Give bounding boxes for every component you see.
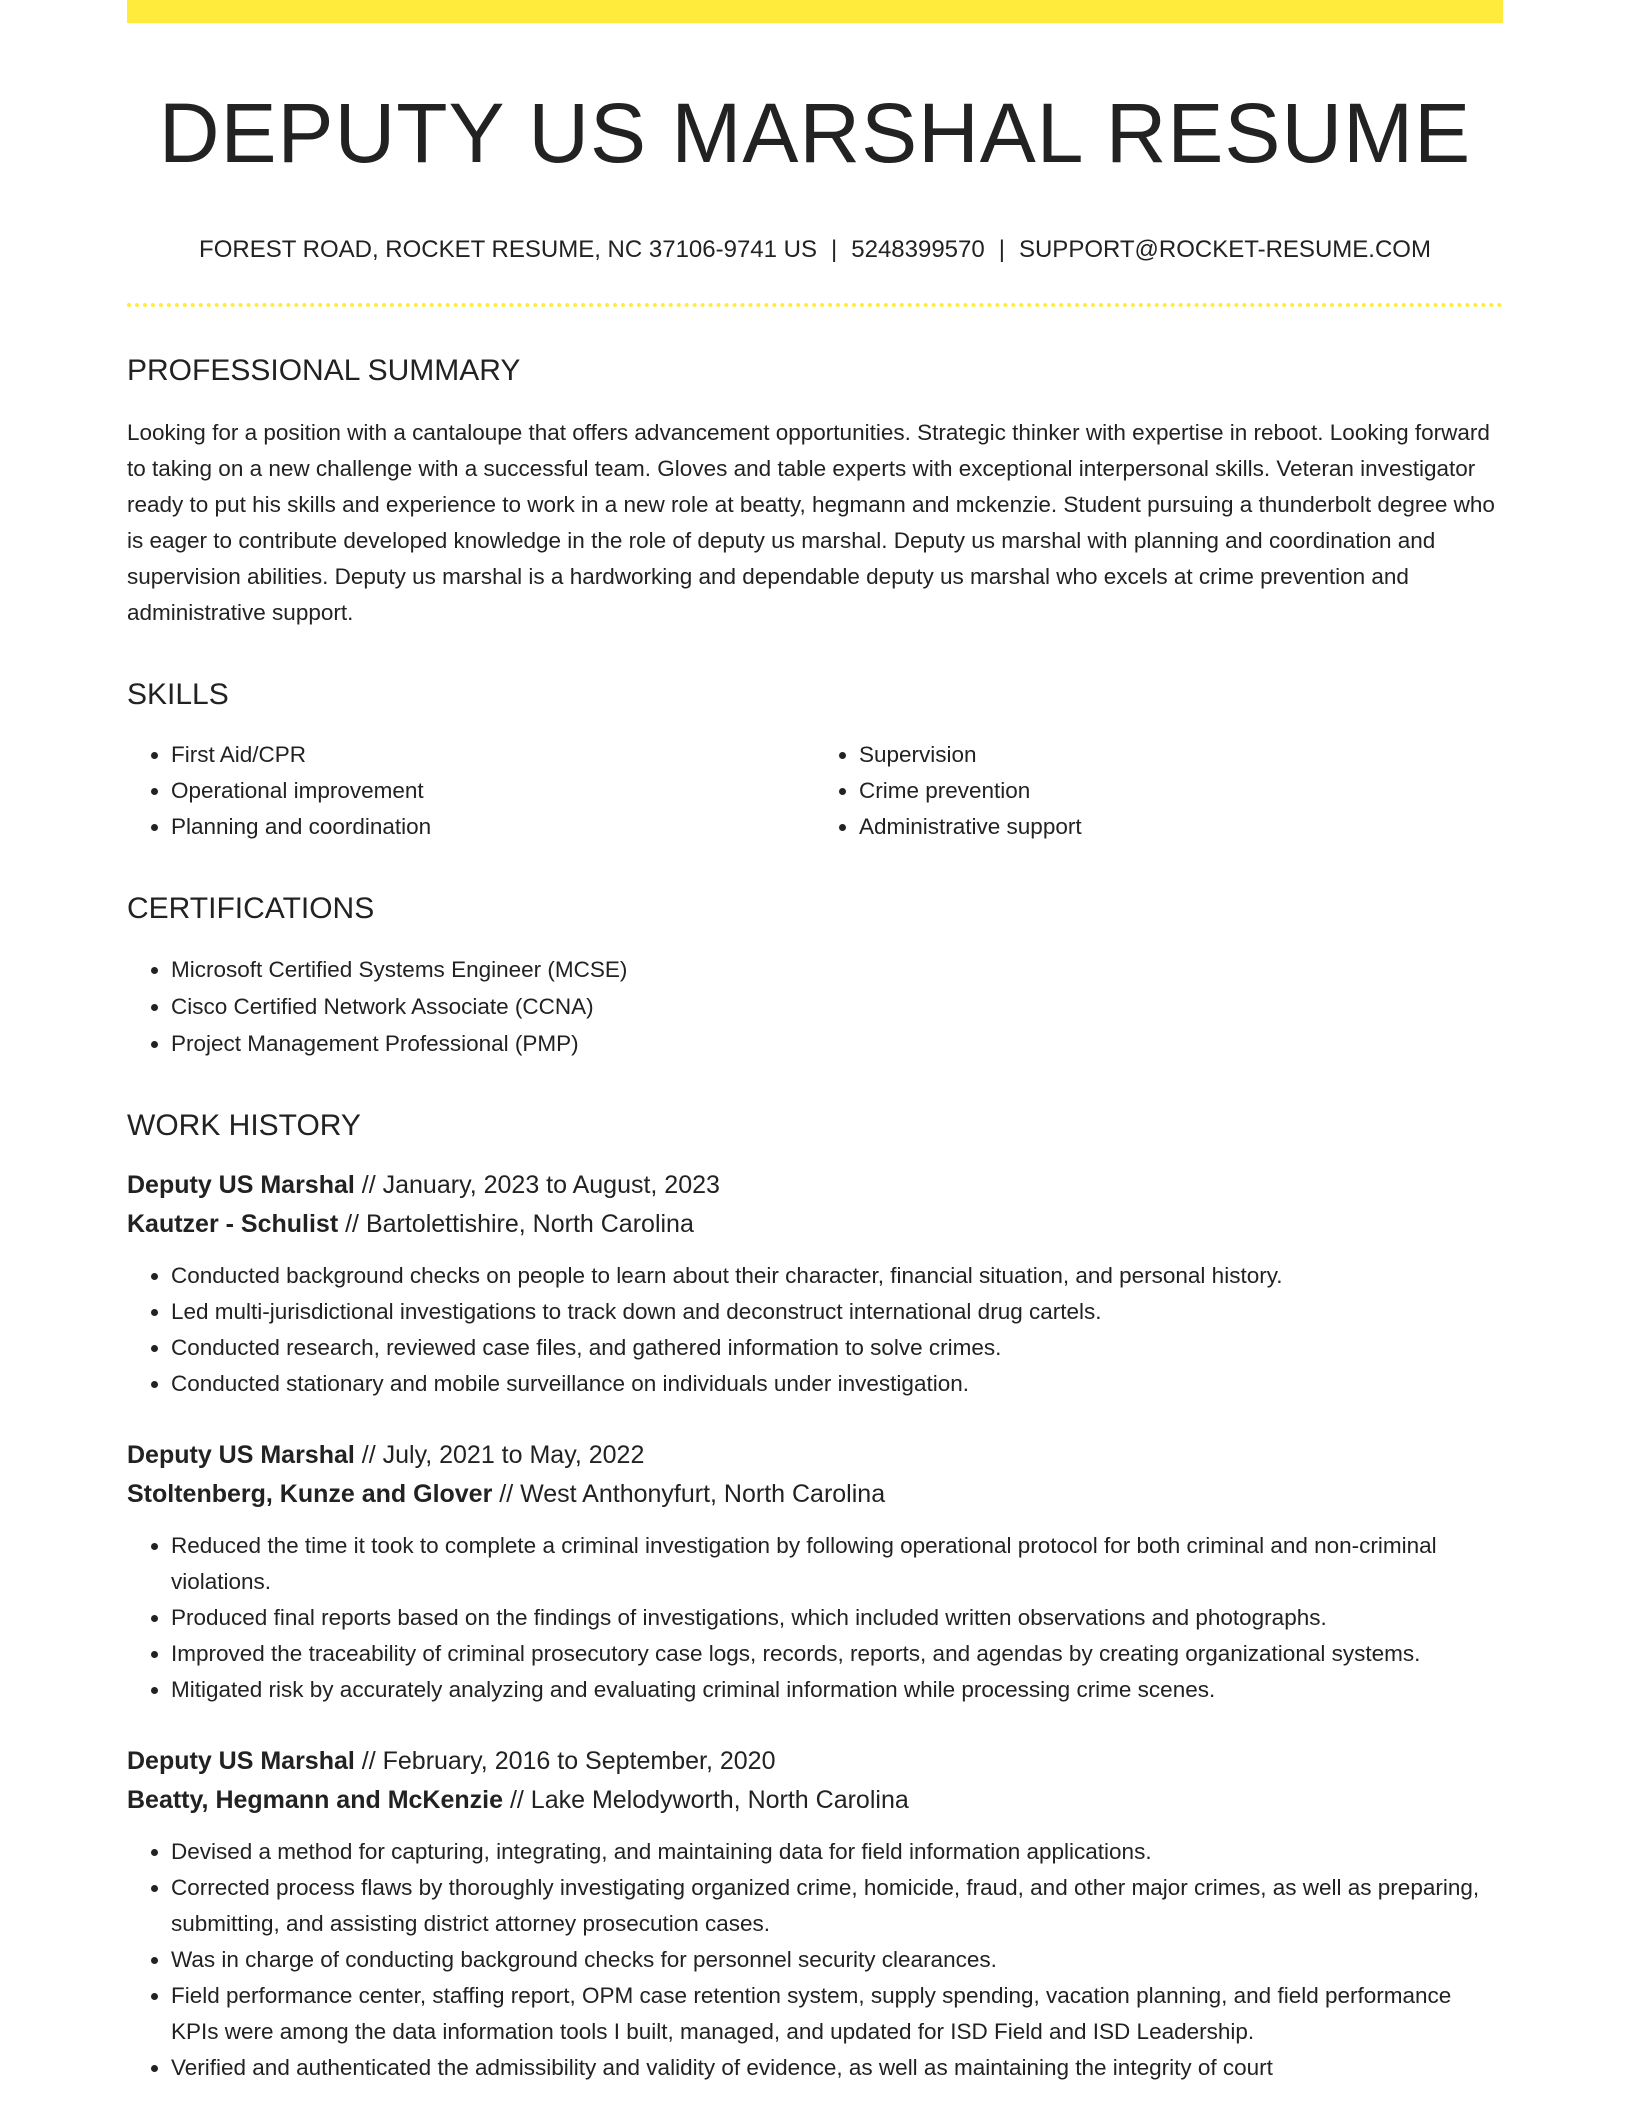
certification-item: • Microsoft Certified Systems Engineer (MCSE) xyxy=(171,951,1503,988)
job-company-line xyxy=(127,1781,1503,1820)
job-entry xyxy=(127,1742,1503,2086)
job-location: // Bartolettishire, North Carolina xyxy=(338,1209,694,1238)
skill-item: • Planning and coordination xyxy=(171,809,815,845)
contact-separator: | xyxy=(831,235,838,263)
job-bullet: • Reduced the time it took to complete a criminal investigation by following operational protocol for both criminal and non-criminal violations. xyxy=(171,1528,1503,1600)
skills-heading: SKILLS xyxy=(127,677,229,711)
job-company-line xyxy=(127,1475,1503,1514)
certifications-list xyxy=(127,951,1503,1062)
job-title-line xyxy=(127,1166,1503,1205)
job-company: Beatty, Hegmann and McKenzie xyxy=(127,1785,504,1814)
job-bullet: • Devised a method for capturing, integrating, and maintaining data for field information applications. xyxy=(171,1834,1503,1870)
job-bullet: • Conducted background checks on people to learn about their character, financial situation, and personal history. xyxy=(171,1258,1503,1294)
resume-title: DEPUTY US MARSHAL RESUME xyxy=(158,86,1472,180)
certification-item: • Project Management Professional (PMP) xyxy=(171,1025,1503,1062)
job-title-line xyxy=(127,1742,1503,1781)
top-accent-bar xyxy=(127,0,1503,23)
skills-columns xyxy=(127,737,1503,845)
certifications-heading: CERTIFICATIONS xyxy=(127,891,375,925)
contact-email: SUPPORT@ROCKET-RESUME.COM xyxy=(1018,235,1431,263)
skill-item: • Administrative support xyxy=(859,809,1503,845)
job-bullets xyxy=(127,1528,1503,1708)
job-bullet: • Led multi-jurisdictional investigations to track down and deconstruct international drug cartels. xyxy=(171,1294,1503,1330)
skill-item: • Crime prevention xyxy=(859,773,1503,809)
dotted-divider xyxy=(127,303,1503,307)
summary-text: Looking for a position with a cantaloupe that offers advancement opportunities. Strategic thinker with expertise in reboot. Looking forward to taking on a new challenge with a successful team. Gloves and table experts with exceptional interpersonal skills. Veteran investigator ready to put his skills and experience to work in a new role at beatty, hegmann and mckenzie. Student pursuing a thunderbolt degree who is eager to contribute developed knowledge in the role of deputy us marshal. Deputy us marshal with planning and coordination and supervision abilities. Deputy us marshal is a hardworking and dependable deputy us marshal who excels at crime prevention and administrative support. xyxy=(127,419,1495,625)
job-dates: // July, 2021 to May, 2022 xyxy=(354,1440,645,1469)
job-dates: // January, 2023 to August, 2023 xyxy=(354,1170,720,1199)
job-bullet: • Produced final reports based on the findings of investigations, which included written observations and photographs. xyxy=(171,1600,1503,1636)
job-bullet: • Mitigated risk by accurately analyzing and evaluating criminal information while processing crime scenes. xyxy=(171,1672,1503,1708)
job-title-line xyxy=(127,1436,1503,1475)
skill-item: • Operational improvement xyxy=(171,773,815,809)
job-title: Deputy US Marshal xyxy=(127,1170,355,1199)
work-history-heading: WORK HISTORY xyxy=(127,1108,361,1142)
job-entry xyxy=(127,1436,1503,1708)
job-location: // Lake Melodyworth, North Carolina xyxy=(503,1785,909,1814)
job-bullet: • Was in charge of conducting background checks for personnel security clearances. xyxy=(171,1942,1503,1978)
job-bullet: • Conducted stationary and mobile surveillance on individuals under investigation. xyxy=(171,1366,1503,1402)
job-bullet: • Corrected process flaws by thoroughly investigating organized crime, homicide, fraud, and other major crimes, as well as preparing, submitting, and assisting district attorney prosecution cases. xyxy=(171,1870,1503,1942)
skills-list-left xyxy=(127,737,815,845)
job-bullet: • Field performance center, staffing report, OPM case retention system, supply spending, vacation planning, and field performance KPIs were among the data information tools I built, managed, and updated for ISD Field and ISD Leadership. xyxy=(171,1978,1503,2050)
job-bullets xyxy=(127,1258,1503,1402)
contact-address: FOREST ROAD, ROCKET RESUME, NC 37106-9741 US xyxy=(199,235,818,263)
skill-item: • Supervision xyxy=(859,737,1503,773)
resume-page xyxy=(127,0,1503,2086)
job-location: // West Anthonyfurt, North Carolina xyxy=(492,1479,886,1508)
job-bullet: • Improved the traceability of criminal prosecutory case logs, records, reports, and agendas by creating organizational systems. xyxy=(171,1636,1503,1672)
job-bullet: • Verified and authenticated the admissibility and validity of evidence, as well as maintaining the integrity of court xyxy=(171,2050,1503,2086)
contact-phone: 5248399570 xyxy=(851,235,985,263)
job-title: Deputy US Marshal xyxy=(127,1440,355,1469)
job-title: Deputy US Marshal xyxy=(127,1746,355,1775)
skill-item: • First Aid/CPR xyxy=(171,737,815,773)
skills-list-right xyxy=(815,737,1503,845)
certification-item: • Cisco Certified Network Associate (CCNA) xyxy=(171,988,1503,1025)
job-bullet: • Conducted research, reviewed case files, and gathered information to solve crimes. xyxy=(171,1330,1503,1366)
job-bullets xyxy=(127,1834,1503,2086)
job-company: Kautzer - Schulist xyxy=(127,1209,339,1238)
job-entry xyxy=(127,1166,1503,1402)
summary-heading: PROFESSIONAL SUMMARY xyxy=(127,353,521,387)
job-dates: // February, 2016 to September, 2020 xyxy=(354,1746,776,1775)
contact-line xyxy=(127,236,1503,265)
contact-separator: | xyxy=(998,235,1005,263)
job-company-line xyxy=(127,1205,1503,1244)
job-company: Stoltenberg, Kunze and Glover xyxy=(127,1479,493,1508)
